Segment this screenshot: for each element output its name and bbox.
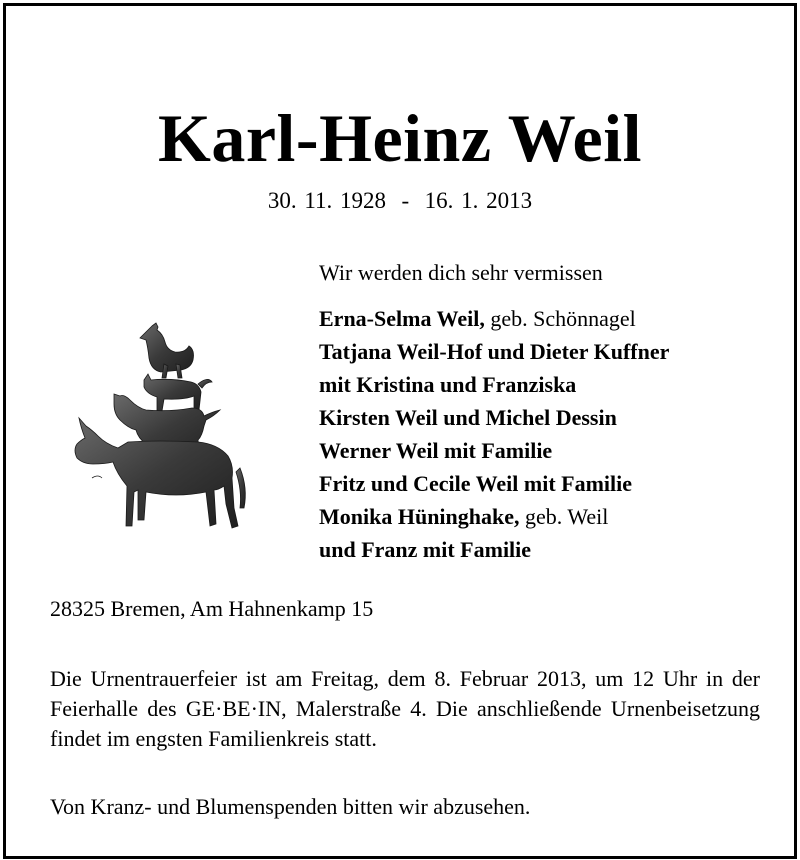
death-date: 16. 1. 2013: [424, 188, 533, 213]
mourner-line: mit Kristina und Franziska: [319, 372, 577, 397]
mourner-line: Fritz und Cecile Weil mit Familie: [319, 471, 633, 496]
life-dates: [6, 186, 794, 216]
date-separator: -: [401, 188, 410, 213]
ceremony-paragraph: Die Urnentrauerfeier ist am Freitag, dem 8. Februar 2013, um 12 Uhr in der Feierhalle des GE·BE·IN, Malerstraße 4. Die anschließende Urnenbeisetzung findet im engsten Familienkreis statt.: [50, 666, 760, 751]
deceased-name: Karl-Heinz Weil: [157, 100, 643, 176]
address: 28325 Bremen, Am Hahnenkamp 15: [50, 596, 374, 621]
motto: Wir werden dich sehr vermissen: [319, 260, 603, 285]
mourner-line: Erna-Selma Weil, geb. Schönnagel: [319, 306, 636, 331]
flowers-paragraph: Von Kranz- und Blumenspenden bitten wir abzusehen.: [50, 794, 531, 819]
mourner-line: Tatjana Weil-Hof und Dieter Kuffner: [319, 339, 670, 364]
mourners-list: [319, 302, 669, 566]
bremen-town-musicians-icon: [72, 318, 252, 548]
obituary-notice: [3, 3, 797, 859]
mourner-line: und Franz mit Familie: [319, 537, 532, 562]
birth-date: 30. 11. 1928: [267, 188, 386, 213]
mourner-line: Monika Hüninghake, geb. Weil: [319, 504, 609, 529]
mourner-line: Werner Weil mit Familie: [319, 438, 553, 463]
mourner-line: Kirsten Weil und Michel Dessin: [319, 405, 617, 430]
